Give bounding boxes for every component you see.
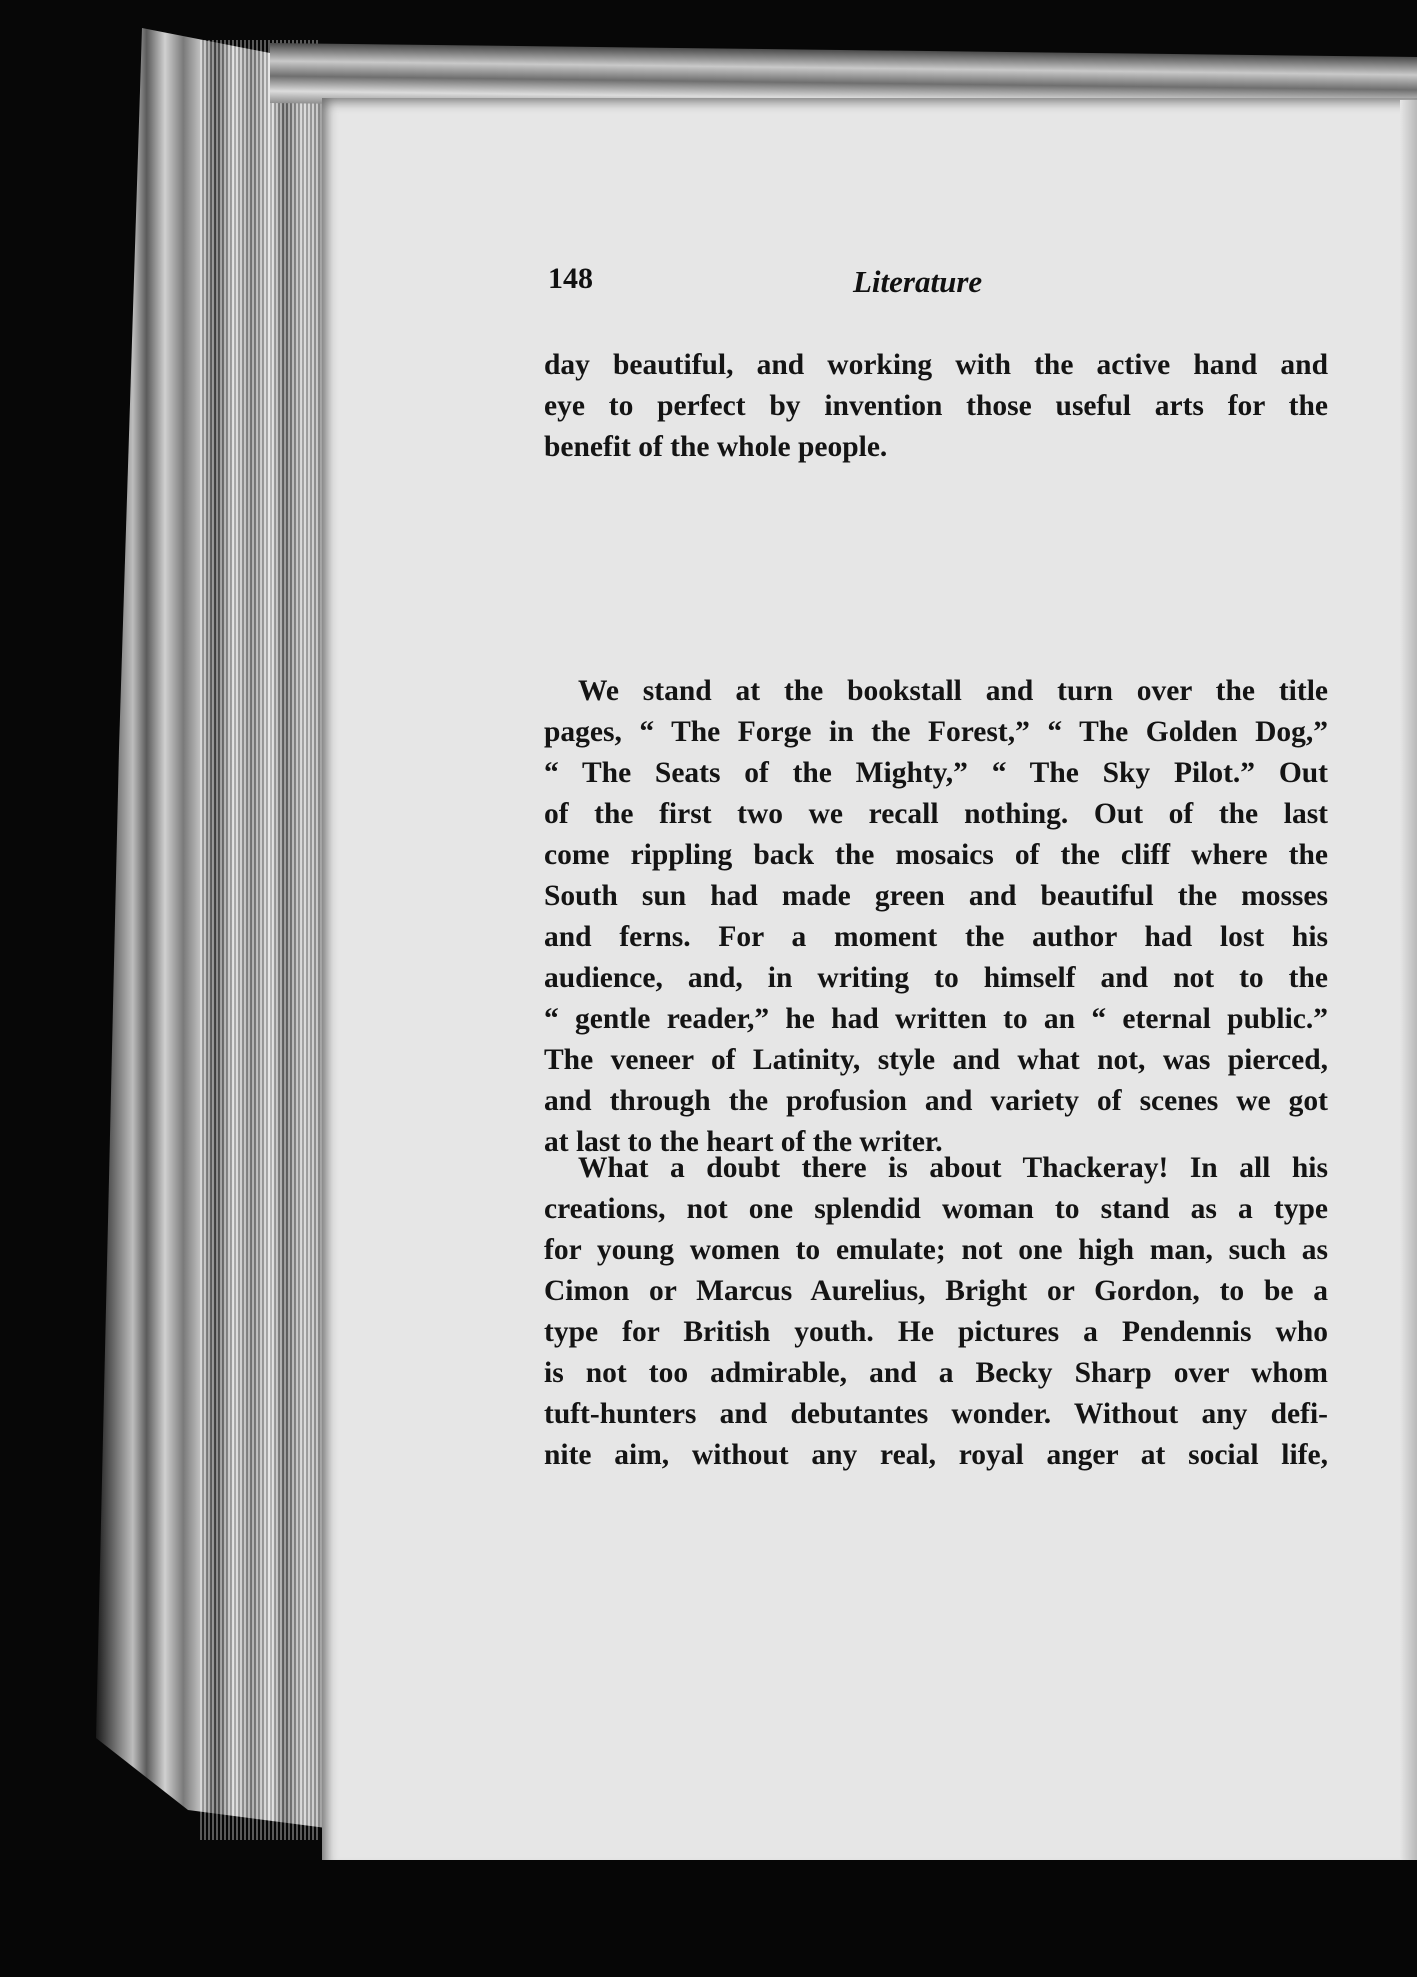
text-line: What a doubt there is about Thackeray! In all his — [578, 1152, 1328, 1184]
right-page-edge — [1400, 100, 1417, 1870]
paragraph-1 — [544, 345, 1328, 468]
page-number: 148 — [548, 262, 593, 295]
text-line: pages, “ The Forge in the Forest,” “ The Golden Dog,” — [544, 716, 1328, 748]
text-line: and through the profusion and variety of scenes we got — [544, 1085, 1328, 1117]
text-line: creations, not one splendid woman to stand as a type — [544, 1193, 1328, 1225]
text-line: day beautiful, and working with the active hand and — [544, 349, 1328, 381]
text-line: South sun had made green and beautiful the mosses — [544, 880, 1328, 912]
text-line: Cimon or Marcus Aurelius, Bright or Gordon, to be a — [544, 1275, 1328, 1307]
text-line: “ The Seats of the Mighty,” “ The Sky Pilot.” Out — [544, 757, 1328, 789]
text-line: of the first two we recall nothing. Out of the last — [544, 798, 1328, 830]
text-line: come rippling back the mosaics of the cliff where the — [544, 839, 1328, 871]
text-line: at last to the heart of the writer. — [544, 1126, 943, 1158]
text-line: type for British youth. He pictures a Pendennis who — [544, 1316, 1328, 1348]
text-line: and ferns. For a moment the author had lost his — [544, 921, 1328, 953]
text-line: is not too admirable, and a Becky Sharp over whom — [544, 1357, 1328, 1389]
text-line: eye to perfect by invention those useful arts for the — [544, 390, 1328, 422]
page-header — [548, 262, 1028, 312]
page-edges-stripes — [200, 40, 320, 1840]
text-line: The veneer of Latinity, style and what not, was pierced, — [544, 1044, 1328, 1076]
text-line: tuft-hunters and debutantes wonder. Without any defi- — [544, 1398, 1328, 1430]
text-line: for young women to emulate; not one high man, such as — [544, 1234, 1328, 1266]
running-title: Literature — [853, 264, 983, 299]
bottom-shadow — [0, 1860, 1417, 1977]
paragraph-3 — [544, 1148, 1328, 1476]
text-line: We stand at the bookstall and turn over the title — [578, 675, 1328, 707]
paragraph-2 — [544, 671, 1328, 1163]
text-line: benefit of the whole people. — [544, 431, 888, 463]
text-line: “ gentle reader,” he had written to an “ eternal public.” — [544, 1003, 1328, 1035]
text-line: audience, and, in writing to himself and not to the — [544, 962, 1328, 994]
text-line: nite aim, without any real, royal anger at social life, — [544, 1439, 1328, 1471]
